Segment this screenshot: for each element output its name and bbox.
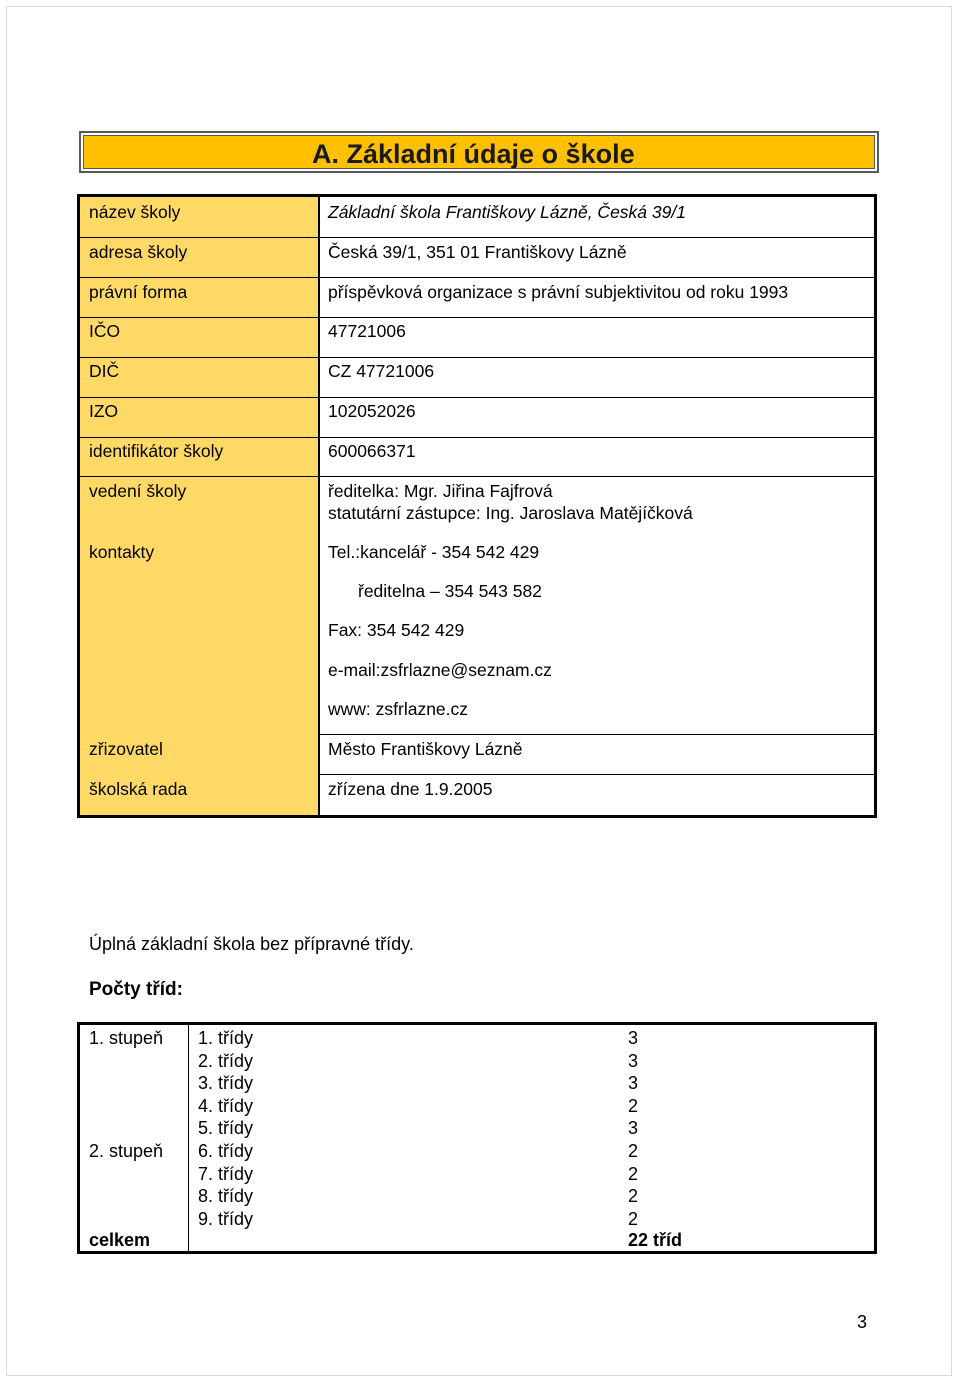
label-identifikator: identifikátor školy [89, 441, 224, 461]
section-title: A. Základní údaje o škole [312, 139, 635, 169]
total-label: celkem [89, 1230, 151, 1250]
value-column [320, 197, 874, 815]
total-value: 22 tříd [628, 1230, 683, 1250]
table-row [80, 1027, 874, 1050]
label-dic: DIČ [89, 361, 120, 381]
class-grade: 8. třídy [198, 1186, 254, 1207]
label-nazev: název školy [89, 202, 181, 222]
table-row [80, 1050, 874, 1073]
section-title-bar [79, 131, 879, 173]
table-row [80, 1117, 874, 1140]
table-row [80, 1208, 874, 1231]
table-row [80, 1185, 874, 1208]
class-grade: 1. třídy [198, 1028, 254, 1048]
total-row [80, 1229, 874, 1252]
table-row [80, 1163, 874, 1186]
class-grade: 2. třídy [198, 1050, 254, 1071]
value-nazev: Základní škola Františkovy Lázně, Česká 39/1 [328, 202, 686, 222]
page-number: 3 [857, 1312, 868, 1332]
value-kontakty-tel: Tel.:kancelář - 354 542 429 [328, 542, 540, 562]
value-vedeni-reditelka: ředitelka: Mgr. Jiřina Fajfrová [328, 481, 553, 501]
label-vedeni: vedení školy [89, 481, 187, 501]
value-izo: 102052026 [328, 401, 416, 421]
value-ico: 47721006 [328, 321, 406, 341]
value-adresa: Česká 39/1, 351 01 Františkovy Lázně [328, 242, 627, 262]
class-grade: 4. třídy [198, 1095, 254, 1116]
class-grade: 5. třídy [198, 1118, 254, 1139]
school-info-table [77, 194, 877, 818]
value-kontakty-reditelna: ředitelna – 354 543 582 [358, 581, 542, 601]
table-row [80, 1095, 874, 1118]
table-row [80, 1140, 874, 1163]
class-count: 3 [628, 1118, 639, 1139]
value-zrizovatel: Město Františkovy Lázně [328, 739, 523, 759]
table-row [80, 1072, 874, 1095]
label-column [80, 197, 320, 815]
label-zrizovatel: zřizovatel [89, 739, 163, 759]
class-stage: 2. stupeň [89, 1141, 164, 1161]
label-izo: IZO [89, 401, 119, 421]
class-count: 2 [628, 1163, 639, 1184]
class-grade: 3. třídy [198, 1073, 254, 1094]
class-count: 2 [628, 1186, 639, 1207]
class-grade: 6. třídy [198, 1141, 254, 1161]
label-kontakty: kontakty [89, 542, 155, 562]
class-count: 2 [628, 1095, 639, 1116]
label-adresa: adresa školy [89, 242, 188, 262]
classes-heading: Počty tříd: [89, 979, 183, 1000]
class-count: 2 [628, 1141, 639, 1161]
class-count: 3 [628, 1028, 639, 1048]
intro-text: Úplná základní škola bez přípravné třídy. [89, 934, 414, 954]
value-kontakty-email: e-mail:zsfrlazne@seznam.cz [328, 660, 552, 680]
value-skolska-rada: zřízena dne 1.9.2005 [328, 779, 493, 799]
value-kontakty-www: www: zsfrlazne.cz [328, 699, 469, 719]
value-pravni-forma: příspěvková organizace s právní subjektivitou od roku 1993 [328, 282, 789, 302]
classes-table [77, 1022, 877, 1254]
label-ico: IČO [89, 321, 121, 341]
value-identifikator: 600066371 [328, 441, 416, 461]
label-skolska-rada: školská rada [89, 779, 188, 799]
label-pravni-forma: právní forma [89, 282, 188, 302]
value-dic: CZ 47721006 [328, 361, 435, 381]
value-vedeni-zastupce: statutární zástupce: Ing. Jaroslava Matějíčková [328, 503, 693, 523]
class-count: 3 [628, 1050, 639, 1071]
value-kontakty-fax: Fax: 354 542 429 [328, 620, 465, 640]
class-grade: 7. třídy [198, 1163, 254, 1184]
class-stage: 1. stupeň [89, 1028, 164, 1048]
class-count: 2 [628, 1208, 639, 1229]
class-grade: 9. třídy [198, 1208, 254, 1229]
class-count: 3 [628, 1073, 639, 1094]
